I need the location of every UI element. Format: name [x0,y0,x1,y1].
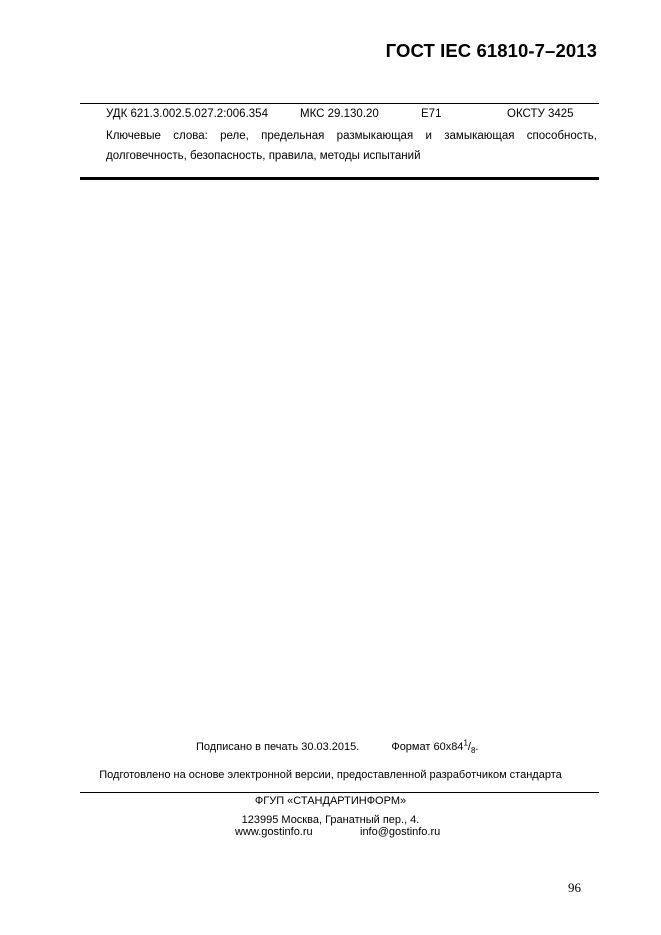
keywords-line-2: долговечность, безопасность, правила, методы испытаний [106,150,421,162]
imprint-signed-and-format [196,738,479,756]
keywords-bottom-rule [80,177,599,180]
signed-date: Подписано в печать 30.03.2015. [196,741,360,753]
publisher-email[interactable]: info@gostinfo.ru [360,826,441,838]
mks-code: МКС 29.130.20 [300,108,379,120]
e-code: Е71 [421,108,442,120]
paper-format: Формат $60x84^1/_8$. [391,738,479,756]
page-number: 96 [568,880,581,895]
publisher-address: 123995 Москва, Гранатный пер., 4. [241,814,420,826]
publisher-rule [80,792,599,793]
udk-code: УДК 621.3.002.5.027.2:006.354 [106,108,268,120]
publisher-name: ФГУП «СТАНДАРТИНФОРМ» [254,795,407,807]
prepared-note: Подготовлено на основе электронной версии, предоставленной разработчиком стандарта [99,769,562,781]
standard-title: ГОСТ IEC 61810-7–2013 [385,40,597,61]
okstu-code: ОКСТУ 3425 [507,108,574,120]
publisher-website[interactable]: www.gostinfo.ru [235,826,313,838]
header-top-rule [80,103,599,104]
keywords-line-1: Ключевые слова: реле, предельная размыкающая и замыкающая способность, [106,130,597,142]
